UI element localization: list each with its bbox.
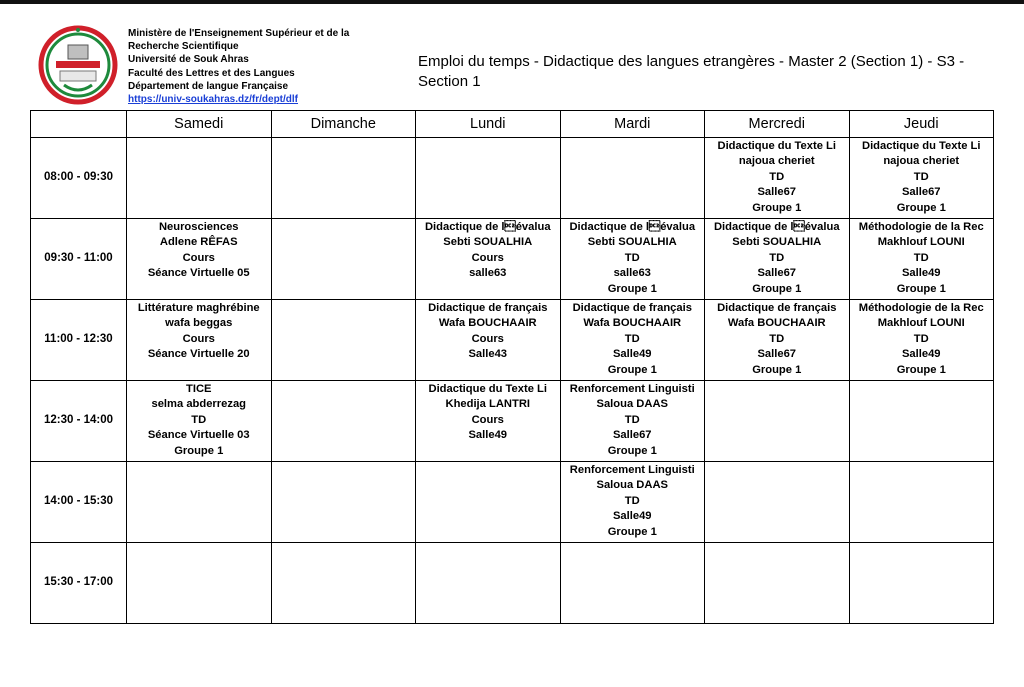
session-line: Wafa BOUCHAAIR xyxy=(438,317,537,330)
time-slot-row xyxy=(31,219,994,300)
time-slot-label: 15:30 - 17:00 xyxy=(31,543,127,624)
session-line: Renforcement Linguisti xyxy=(569,383,695,395)
institution-line: Département de langue Française xyxy=(128,80,289,92)
empty-cell xyxy=(271,381,416,462)
empty-cell xyxy=(560,138,705,219)
session-line: Didactique du Texte Li xyxy=(428,383,548,395)
session-line: Groupe 1 xyxy=(752,282,802,295)
day-header: Samedi xyxy=(127,111,272,138)
session-line: TD xyxy=(769,332,785,345)
session-line: Cours xyxy=(471,251,504,264)
empty-cell xyxy=(127,543,272,624)
time-slot-row xyxy=(31,300,994,381)
empty-cell xyxy=(705,381,850,462)
empty-cell xyxy=(416,543,561,624)
session-cell xyxy=(416,300,561,381)
session-line: Salle67 xyxy=(612,429,652,442)
session-line: Séance Virtuelle 05 xyxy=(147,267,250,280)
empty-cell xyxy=(849,543,994,624)
session-line: Didactique de français xyxy=(572,302,692,314)
session-line: TD xyxy=(624,251,640,264)
university-logo xyxy=(38,25,118,105)
day-header: Mardi xyxy=(560,111,705,138)
session-line: Renforcement Linguisti xyxy=(569,464,695,476)
institution-line: Recherche Scientifique xyxy=(128,41,239,53)
session-cell xyxy=(849,300,994,381)
session-line: Groupe 1 xyxy=(174,444,224,457)
session-line: Makhlouf LOUNI xyxy=(877,317,965,330)
session-cell xyxy=(849,138,994,219)
session-line: Neurosciences xyxy=(158,221,239,233)
day-header: Mercredi xyxy=(705,111,850,138)
session-line: Salle67 xyxy=(757,348,797,361)
session-line: TD xyxy=(624,494,640,507)
corner-cell xyxy=(31,111,127,138)
session-line: Saloua DAAS xyxy=(596,398,668,411)
session-line: Salle49 xyxy=(901,267,941,280)
top-border xyxy=(0,0,1024,4)
session-line: salle63 xyxy=(469,267,507,280)
institution-line: Ministère de l'Enseignement Supérieur et de la xyxy=(128,28,350,39)
session-line: TD xyxy=(191,413,207,426)
session-line: Groupe 1 xyxy=(607,444,657,457)
session-cell xyxy=(127,381,272,462)
session-line: TICE xyxy=(186,383,212,395)
empty-cell xyxy=(416,138,561,219)
session-line: TD xyxy=(624,413,640,426)
session-cell xyxy=(127,219,272,300)
empty-cell xyxy=(127,138,272,219)
session-line: Didactique de lévalua xyxy=(424,221,551,233)
session-line: Groupe 1 xyxy=(607,363,657,376)
session-line: TD xyxy=(913,332,929,345)
session-line: TD xyxy=(913,251,929,264)
session-line: Salle49 xyxy=(468,429,508,442)
institution-line: Faculté des Lettres et des Langues xyxy=(128,67,295,79)
session-line: Groupe 1 xyxy=(896,201,946,214)
session-line: Wafa BOUCHAAIR xyxy=(583,317,682,330)
session-cell xyxy=(416,381,561,462)
empty-cell xyxy=(849,381,994,462)
empty-cell xyxy=(271,543,416,624)
session-line: Méthodologie de la Rec xyxy=(858,221,984,233)
session-line: TD xyxy=(624,332,640,345)
session-line: Groupe 1 xyxy=(896,363,946,376)
session-line: Sebti SOUALHIA xyxy=(443,236,533,249)
session-line: Adlene RÊFAS xyxy=(159,236,238,249)
session-line: Didactique du Texte Li xyxy=(717,140,837,152)
time-slot-label: 12:30 - 14:00 xyxy=(31,381,127,462)
time-slot-label: 11:00 - 12:30 xyxy=(31,300,127,381)
session-line: najoua cheriet xyxy=(883,155,960,168)
session-line: Cours xyxy=(471,413,504,426)
day-header: Dimanche xyxy=(271,111,416,138)
empty-cell xyxy=(849,462,994,543)
session-line: TD xyxy=(913,170,929,183)
session-line: Séance Virtuelle 03 xyxy=(147,429,250,442)
session-line: Cours xyxy=(471,332,504,345)
session-cell xyxy=(127,300,272,381)
session-line: Didactique du Texte Li xyxy=(861,140,981,152)
session-cell xyxy=(849,219,994,300)
session-line: Salle67 xyxy=(757,267,797,280)
session-line: Littérature maghrébine xyxy=(137,302,260,314)
session-line: Séance Virtuelle 20 xyxy=(147,348,250,361)
day-header: Lundi xyxy=(416,111,561,138)
session-line: selma abderrezag xyxy=(151,398,247,411)
session-cell xyxy=(416,219,561,300)
session-line: Cours xyxy=(182,251,215,264)
day-header: Jeudi xyxy=(849,111,994,138)
empty-cell xyxy=(705,543,850,624)
session-line: Saloua DAAS xyxy=(596,479,668,492)
empty-cell xyxy=(127,462,272,543)
time-slot-row xyxy=(31,381,994,462)
session-line: Groupe 1 xyxy=(752,201,802,214)
session-line: Salle43 xyxy=(468,348,508,361)
session-line: Salle49 xyxy=(612,348,652,361)
session-line: Didactique de lévalua xyxy=(569,221,696,233)
session-line: Sebti SOUALHIA xyxy=(732,236,822,249)
institution-line: Université de Souk Ahras xyxy=(128,54,249,66)
empty-cell xyxy=(271,219,416,300)
session-line: Didactique de français xyxy=(428,302,548,314)
empty-cell xyxy=(271,462,416,543)
empty-cell xyxy=(416,462,561,543)
session-line: Didactique de lévalua xyxy=(713,221,840,233)
session-line: wafa beggas xyxy=(165,317,233,330)
session-line: Sebti SOUALHIA xyxy=(587,236,677,249)
session-line: salle63 xyxy=(613,267,651,280)
session-line: TD xyxy=(769,251,785,264)
institution-block xyxy=(128,27,349,106)
session-cell xyxy=(705,219,850,300)
session-cell xyxy=(560,300,705,381)
session-line: Méthodologie de la Rec xyxy=(858,302,984,314)
session-cell xyxy=(560,462,705,543)
session-line: najoua cheriet xyxy=(738,155,815,168)
session-line: Makhlouf LOUNI xyxy=(877,236,965,249)
session-line: Groupe 1 xyxy=(607,282,657,295)
session-line: Groupe 1 xyxy=(752,363,802,376)
session-line: Salle67 xyxy=(901,186,941,199)
session-line: Salle67 xyxy=(757,186,797,199)
page-title: Emploi du temps - Didactique des langues etrangères - Master 2 (Section 1) - S3 - Section 1 xyxy=(418,53,965,90)
session-line: Salle49 xyxy=(612,510,652,523)
empty-cell xyxy=(271,138,416,219)
session-line: Khedija LANTRI xyxy=(445,398,531,411)
time-slot-label: 14:00 - 15:30 xyxy=(31,462,127,543)
session-line: Wafa BOUCHAAIR xyxy=(727,317,826,330)
session-line: Salle49 xyxy=(901,348,941,361)
empty-cell xyxy=(705,462,850,543)
empty-cell xyxy=(560,543,705,624)
empty-cell xyxy=(271,300,416,381)
session-line: Didactique de français xyxy=(717,302,837,314)
session-cell xyxy=(705,300,850,381)
session-line: TD xyxy=(769,170,785,183)
department-link[interactable]: https://univ-soukahras.dz/fr/dept/dlf xyxy=(128,94,299,106)
time-slot-row xyxy=(31,138,994,219)
time-slot-row xyxy=(31,543,994,624)
session-line: Groupe 1 xyxy=(896,282,946,295)
time-slot-label: 09:30 - 11:00 xyxy=(31,219,127,300)
session-line: Cours xyxy=(182,332,215,345)
timetable-body xyxy=(31,138,994,624)
session-cell xyxy=(705,138,850,219)
session-cell xyxy=(560,381,705,462)
timetable xyxy=(30,110,994,624)
time-slot-row xyxy=(31,462,994,543)
time-slot-label: 08:00 - 09:30 xyxy=(31,138,127,219)
session-line: Groupe 1 xyxy=(607,525,657,538)
day-header-row xyxy=(31,111,994,138)
session-cell xyxy=(560,219,705,300)
